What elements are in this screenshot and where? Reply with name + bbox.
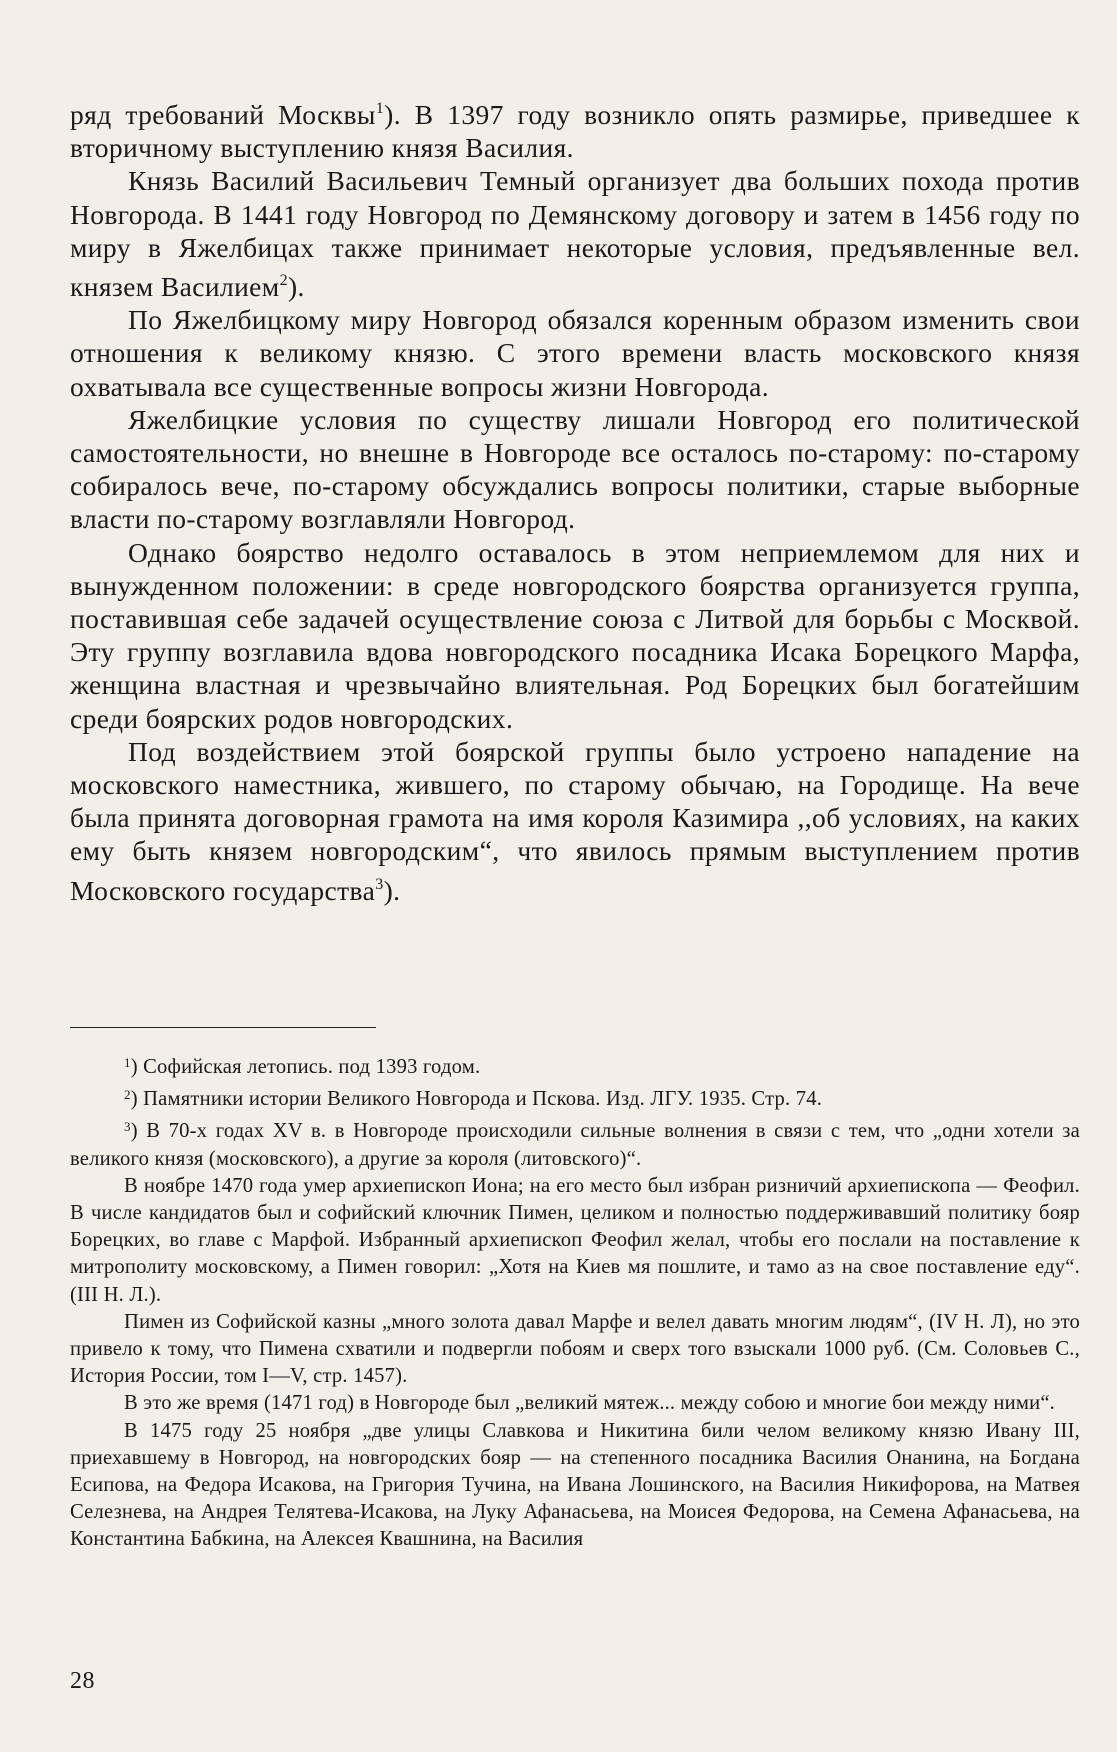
footnote-3-text: ) В 70-х годах XV в. в Новгороде происходили сильные волнения в связи с тем, что „одни хотели за великого князя (московского), а другие за короля (литовского)“. xyxy=(70,1120,1080,1170)
paragraph-2 xyxy=(70,164,1080,303)
footnote-2-mark: 2 xyxy=(124,1087,131,1103)
footnote-3-mark: 3 xyxy=(124,1119,131,1135)
footnote-separator xyxy=(70,1027,376,1028)
footnote-ref-2: 2 xyxy=(279,272,288,290)
footnote-3-paragraph-2: В ноябре 1470 года умер архиепископ Иона; на его место был избран ризничий архиепископа — Феофил. В числе кандидатов был и софийский ключник Пимен, целиком и полностью поддерживавший политику бояр Борецких, во главе с Марфой. Избранный архиепископ Феофил желал, чтобы его послали на поставление к митрополиту московскому, а Пимен говорил: „Хотя на Киев мя пошлите, и тамо аз на свое поставление еду“. (III Н. Л.). xyxy=(70,1174,1080,1306)
paragraph-2-tail: ). xyxy=(288,271,305,303)
paragraph-6 xyxy=(70,735,1080,907)
footnote-3-paragraph-4: В это же время (1471 год) в Новгороде был „великий мятеж... между собою и многие бои между ними“. xyxy=(124,1392,1056,1415)
paragraph-3: По Яжелбицкому миру Новгород обязался коренным образом изменить свои отношения к великому князю. С этого времени власть московского князя охватывала все существенные вопросы жизни Новгорода. xyxy=(70,304,1080,402)
main-text xyxy=(70,92,1080,907)
paragraph-1 xyxy=(70,92,1080,164)
footnote-2 xyxy=(70,1081,1080,1113)
footnote-1-mark: 1 xyxy=(124,1055,131,1070)
paragraph-6-tail: ). xyxy=(383,874,401,906)
footnote-3-paragraph-3: Пимен из Софийской казны „много золота давал Марфе и велел давать многим людям“, (IV Н. Л), но это привело к тому, что Пимена схватили и подвергли побоям и сверх того взыскали 1000 руб. (См. Соловьев С., История России, том I—V, стр. 1457). xyxy=(70,1310,1080,1388)
footnote-1-text: ) Софийская летопись. под 1393 годом. xyxy=(130,1056,481,1078)
footnote-1 xyxy=(70,1049,1080,1081)
paragraph-2-text: Князь Василий Васильевич Темный организует два больших похода против Новгорода. В 1441 году Новгород по Демянскому договору и затем в 1456 году по миру в Яжелбицах также принимает некоторые условия, предъявленные вел. князем Василием xyxy=(70,165,1080,303)
footnotes xyxy=(70,1049,1080,1554)
footnote-ref-1: 1 xyxy=(375,100,385,117)
footnote-3 xyxy=(70,1113,1080,1172)
page-number: 28 xyxy=(70,1668,95,1694)
paragraph-1-tail: ). В 1397 году возникло опять размирье, приведшее к вторичному выступлению князя Василия. xyxy=(70,99,1080,164)
paragraph-1-text: ряд требований Москвы xyxy=(70,99,376,130)
footnote-3-paragraph-5: В 1475 году 25 ноября „две улицы Славкова и Никитина били челом великому князю Ивану III, приехавшему в Новгород, на новгородских бояр — на степенного посадника Василия Онанина, на Богдана Есипова, на Федора Исакова, на Григория Тучина, на Ивана Лошинского, на Василия Никифорова, на Матвея Селезнева, на Андрея Телятева-Исакова, на Луку Афанасьева, на Моисея Федорова, на Семена Афанасьева, на Константина Бабкина, на Алексея Квашнина, на Василия xyxy=(70,1419,1080,1551)
footnote-2-text: ) Памятники истории Великого Новгорода и Пскова. Изд. ЛГУ. 1935. Стр. 74. xyxy=(130,1088,823,1111)
paragraph-5: Однако боярство недолго оставалось в этом неприемлемом для них и вынужденном положении: в среде новгородского боярства организуется группа, поставившая себе задачей осуществление союза с Литвой для борьбы с Москвой. Эту группу возглавила вдова новгородского посадника Исака Борецкого Марфа, женщина властная и чрезвычайно влиятельная. Род Борецких был богатейшим среди боярских родов новгородских. xyxy=(70,536,1080,734)
paragraph-4: Яжелбицкие условия по существу лишали Новгород его политической самостоятельности, но внешне в Новгороде все осталось по-старому: по-старому собиралось вече, по-старому обсуждались вопросы политики, старые выборные власти по-старому возглавляли Новгород. xyxy=(70,403,1080,535)
footnote-ref-3: 3 xyxy=(375,875,384,893)
paragraph-6-text: Под воздействием этой боярской группы было устроено нападение на московского наместника, жившего, по старому обычаю, на Городище. На вече была принята договорная грамота на имя короля Казимира ,,об условиях, на каких ему быть князем новгородским“, что явилось прямым выступлением против Московского государства xyxy=(70,735,1080,906)
